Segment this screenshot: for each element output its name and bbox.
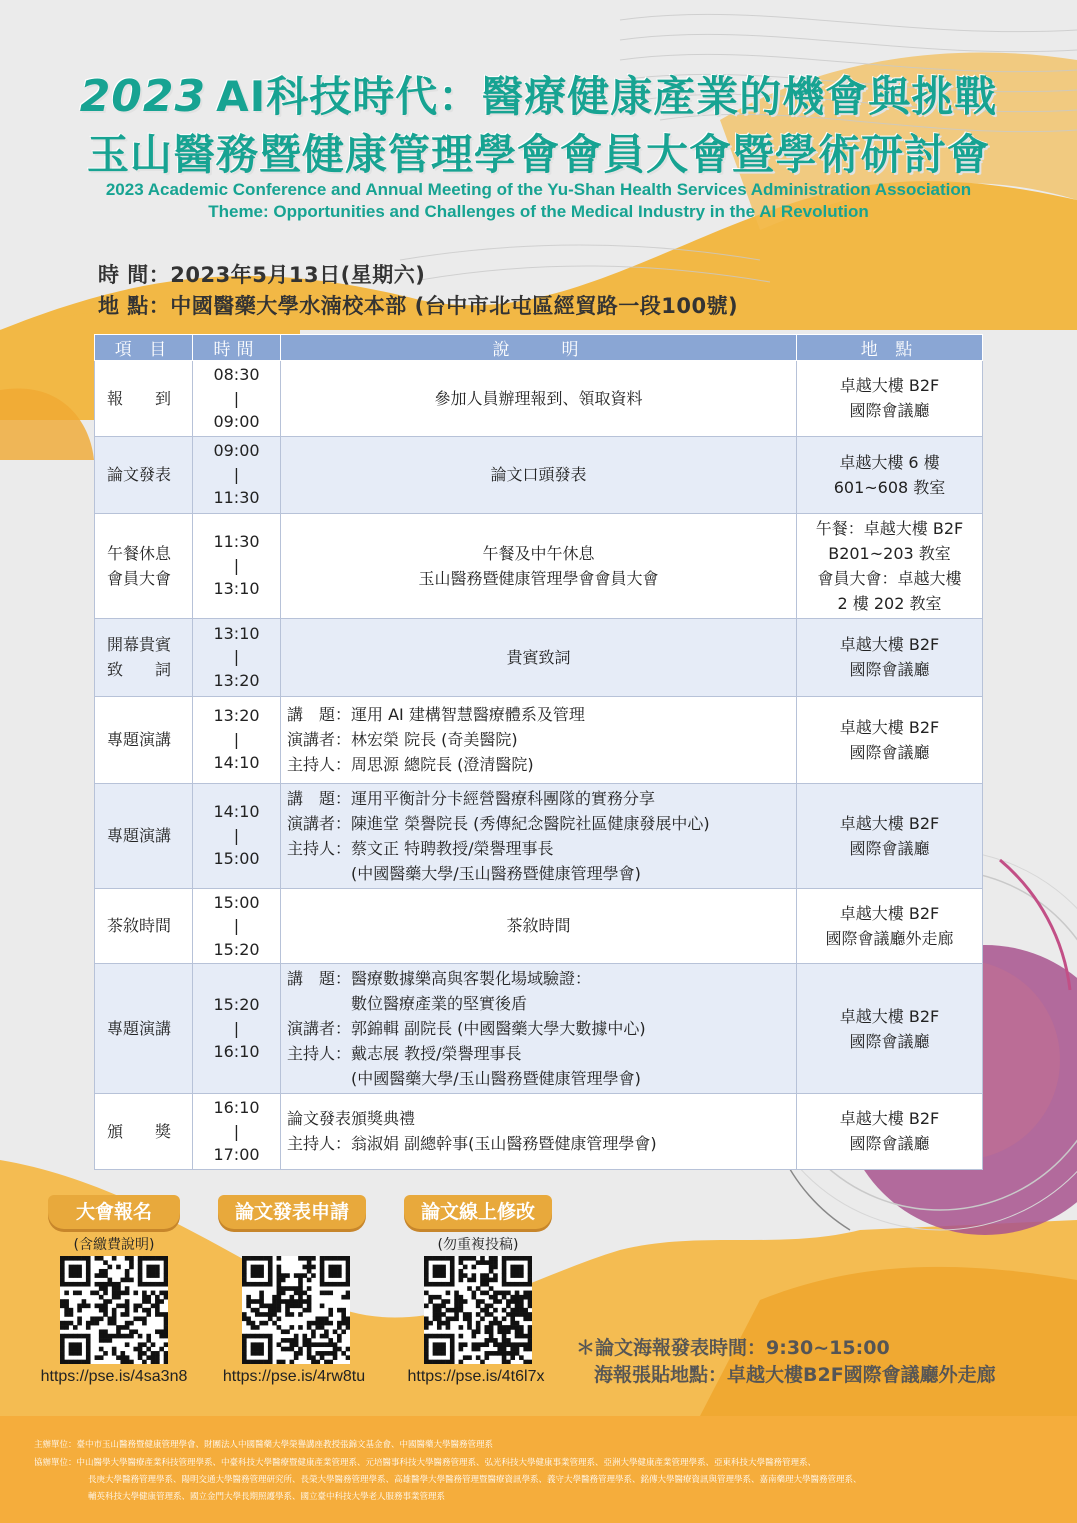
paper-revision-button[interactable]: 論文線上修改 bbox=[404, 1195, 552, 1229]
row-description: 午餐及中午休息 玉山醫務暨健康管理學會會員大會 bbox=[281, 513, 797, 618]
table-row bbox=[95, 436, 983, 513]
row-item: 論文發表 bbox=[95, 436, 193, 513]
paper-revision-note: (勿重複投稿) bbox=[437, 1237, 519, 1253]
co-organizers-2: 長庚大學醫務管理學系、陽明交通大學醫務管理研究所、長榮大學醫務管理學系、高雄醫學大學醫務管理暨醫療資訊學系、義守大學醫務管理學系、銘傳大學醫療資訊與管理學系、嘉南藥理大學醫務管理系、 bbox=[88, 1475, 862, 1485]
table-row bbox=[95, 361, 983, 437]
row-location: 卓越大樓 B2F 國際會議廳外走廊 bbox=[797, 888, 983, 964]
table-row bbox=[95, 696, 983, 783]
event-place: 地 點：中國醫藥大學水湳校本部 (台中市北屯區經貿路一段100號) bbox=[98, 294, 739, 318]
row-time: 13:20 | 14:10 bbox=[193, 696, 281, 783]
row-description: 論文口頭發表 bbox=[281, 436, 797, 513]
registration-note: (含繳費說明) bbox=[73, 1237, 155, 1253]
header-time: 時間 bbox=[193, 335, 281, 361]
co-organizers-1: 協辦單位：中山醫學大學醫療產業科技管理學系、中臺科技大學醫療暨健康產業管理系、元培醫事科技大學醫務管理系、弘光科技大學健康事業管理系、亞洲大學健康產業管理學系、亞東科技大學醫務管理系、 bbox=[34, 1458, 817, 1468]
organizers: 主辦單位：臺中市玉山醫務暨健康管理學會、財團法人中國醫藥大學榮譽講座教授張錦文基金會、中國醫藥大學醫務管理系 bbox=[34, 1440, 494, 1450]
row-location: 卓越大樓 B2F 國際會議廳 bbox=[797, 783, 983, 888]
english-theme: Theme: Opportunities and Challenges of the Medical Industry in the AI Revolution bbox=[208, 202, 869, 221]
row-time: 13:10 | 13:20 bbox=[193, 618, 281, 696]
title-year: 2023 bbox=[79, 71, 207, 122]
english-title: 2023 Academic Conference and Annual Meeting of the Yu-Shan Health Services Administration Association bbox=[105, 180, 972, 199]
row-time: 14:10 | 15:00 bbox=[193, 783, 281, 888]
poster-location: 海報張貼地點：卓越大樓B2F國際會議廳外走廊 bbox=[594, 1364, 996, 1386]
table-row bbox=[95, 1094, 983, 1170]
paper-submission-qr-code[interactable] bbox=[242, 1256, 350, 1364]
header-location: 地 點 bbox=[797, 335, 983, 361]
main-title-line2: 玉山醫務暨健康管理學會會員大會暨學術研討會 bbox=[86, 130, 990, 179]
row-description: 貴賓致詞 bbox=[281, 618, 797, 696]
row-item: 專題演講 bbox=[95, 964, 193, 1094]
registration-button[interactable]: 大會報名 bbox=[48, 1195, 180, 1229]
event-time: 時 間：2023年5月13日(星期六) bbox=[98, 263, 426, 287]
header-item: 項 目 bbox=[95, 335, 193, 361]
row-location: 卓越大樓 6 樓 601~608 教室 bbox=[797, 436, 983, 513]
row-description: 茶敘時間 bbox=[281, 888, 797, 964]
row-time: 15:00 | 15:20 bbox=[193, 888, 281, 964]
row-time: 16:10 | 17:00 bbox=[193, 1094, 281, 1170]
co-organizers-3: 輔英科技大學健康管理系、國立金門大學長期照護學系、國立臺中科技大學老人服務事業管理系 bbox=[88, 1492, 446, 1502]
registration-qr-code[interactable] bbox=[60, 1256, 168, 1364]
table-row bbox=[95, 783, 983, 888]
row-location: 卓越大樓 B2F 國際會議廳 bbox=[797, 964, 983, 1094]
qr-pattern bbox=[242, 1256, 350, 1364]
row-item: 開幕貴賓 致 詞 bbox=[95, 618, 193, 696]
registration-url[interactable]: https://pse.is/4sa3n8 bbox=[40, 1368, 188, 1385]
poster-time: ＊論文海報發表時間：9:30~15:00 bbox=[576, 1337, 890, 1359]
row-item: 專題演講 bbox=[95, 783, 193, 888]
qr-pattern bbox=[60, 1256, 168, 1364]
row-location: 卓越大樓 B2F 國際會議廳 bbox=[797, 696, 983, 783]
row-time: 11:30 | 13:10 bbox=[193, 513, 281, 618]
row-description: 參加人員辦理報到、領取資料 bbox=[281, 361, 797, 437]
row-location: 午餐：卓越大樓 B2F B201~203 教室 會員大會：卓越大樓 2 樓 202 教室 bbox=[797, 513, 983, 618]
table-row bbox=[95, 964, 983, 1094]
row-item: 報 到 bbox=[95, 361, 193, 437]
row-item: 專題演講 bbox=[95, 696, 193, 783]
header-description: 說 明 bbox=[281, 335, 797, 361]
paper-revision-url[interactable]: https://pse.is/4t6l7x bbox=[407, 1368, 545, 1385]
table-row bbox=[95, 888, 983, 964]
row-description: 講 題：醫療數據樂高與客製化場域驗證： 數位醫療產業的堅實後盾 演講者：郭錦輯 副院長 (中國醫藥大學大數據中心) 主持人：戴志展 教授/榮譽理事長 (中國醫藥大學/玉山醫務暨健康管理學會) bbox=[281, 964, 797, 1094]
row-description: 講 題：運用平衡計分卡經營醫療科團隊的實務分享 演講者：陳進堂 榮譽院長 (秀傳紀念醫院社區健康發展中心) 主持人：蔡文正 特聘教授/榮譽理事長 (中國醫藥大學/玉山醫務暨健康管理學會) bbox=[281, 783, 797, 888]
table-header-row bbox=[95, 335, 983, 361]
table-row bbox=[95, 618, 983, 696]
row-location: 卓越大樓 B2F 國際會議廳 bbox=[797, 361, 983, 437]
row-item: 午餐休息 會員大會 bbox=[95, 513, 193, 618]
row-location: 卓越大樓 B2F 國際會議廳 bbox=[797, 618, 983, 696]
table-row bbox=[95, 513, 983, 618]
qr-pattern bbox=[424, 1256, 532, 1364]
schedule-table bbox=[94, 334, 983, 1170]
row-time: 15:20 | 16:10 bbox=[193, 964, 281, 1094]
paper-revision-qr-code[interactable] bbox=[424, 1256, 532, 1364]
main-title-line1 bbox=[0, 64, 1077, 124]
row-time: 08:30 | 09:00 bbox=[193, 361, 281, 437]
row-description: 講 題：運用 AI 建構智慧醫療體系及管理 演講者：林宏榮 院長 (奇美醫院) 主持人：周思源 總院長 (澄清醫院) bbox=[281, 696, 797, 783]
paper-submission-button[interactable]: 論文發表申請 bbox=[218, 1195, 366, 1229]
row-location: 卓越大樓 B2F 國際會議廳 bbox=[797, 1094, 983, 1170]
row-item: 茶敘時間 bbox=[95, 888, 193, 964]
paper-submission-url[interactable]: https://pse.is/4rw8tu bbox=[222, 1368, 366, 1385]
row-item: 頒 獎 bbox=[95, 1094, 193, 1170]
footer bbox=[0, 1416, 1077, 1523]
row-description: 論文發表頒獎典禮 主持人：翁淑娟 副總幹事(玉山醫務暨健康管理學會) bbox=[281, 1094, 797, 1170]
row-time: 09:00 | 11:30 bbox=[193, 436, 281, 513]
title-theme: AI科技時代：醫療健康產業的機會與挑戰 bbox=[216, 72, 998, 121]
